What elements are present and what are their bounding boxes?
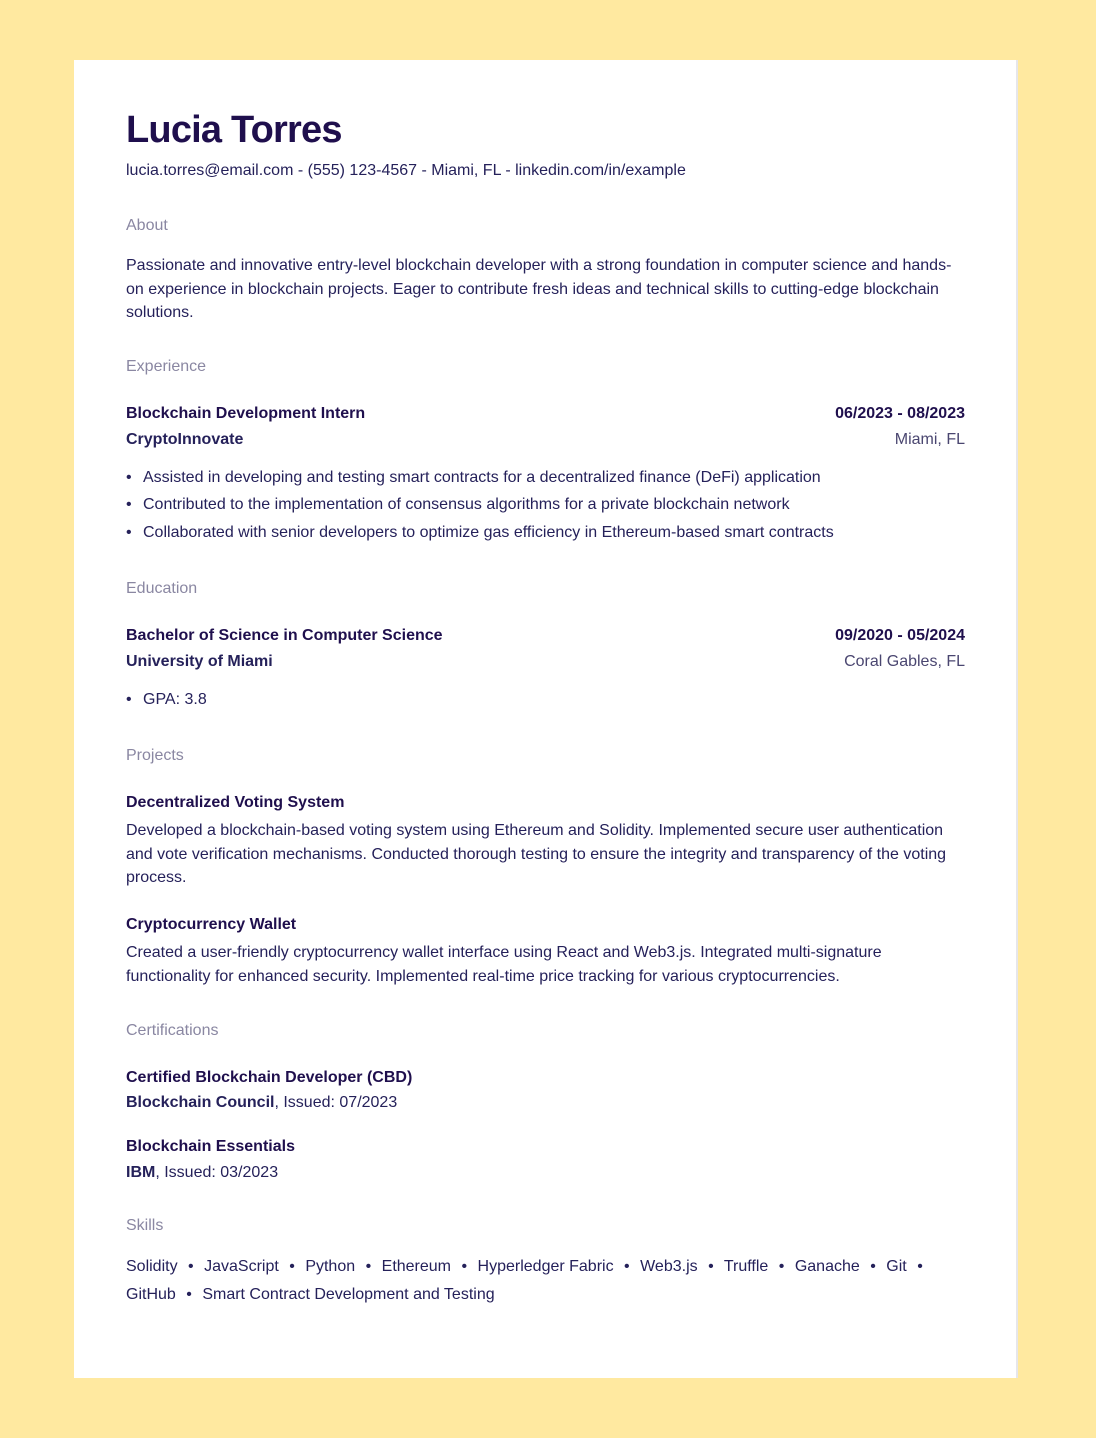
experience-dates: 06/2023 - 08/2023	[835, 405, 965, 422]
certification-name: Certified Blockchain Developer (CBD)	[126, 1069, 413, 1086]
skill-separator: •	[778, 1258, 785, 1275]
contact-line: lucia.torres@email.com - (555) 123-4567 - Miami, FL - linkedin.com/in/example	[126, 162, 686, 179]
certification-details: IBM, Issued: 03/2023	[126, 1164, 279, 1181]
project-description: Created a user-friendly cryptocurrency wallet interface using React and Web3.js. Integrated multi-signature functionality for enhanced security. Implemented real-time price tracking for various cryptocurrencies.	[126, 944, 882, 985]
education-header	[126, 626, 965, 646]
project-description: Developed a blockchain-based voting system using Ethereum and Solidity. Implemented secure user authentication and vote verification mechanisms. Conducted thorough testing to ensure the integrity and transparency of the voting process.	[126, 822, 947, 886]
skill-separator: •	[461, 1258, 468, 1275]
skill-item: JavaScript	[204, 1258, 279, 1275]
experience-subheader	[126, 430, 965, 450]
certification-name: Blockchain Essentials	[126, 1138, 295, 1155]
skill-item: Ganache	[794, 1258, 860, 1275]
education-subheader	[126, 652, 965, 672]
list-item: • Collaborated with senior developers to optimize gas efficiency in Ethereum-based smart contracts	[143, 519, 965, 546]
certification-issued: Issued: 03/2023	[164, 1164, 279, 1181]
section-title-education: Education	[126, 580, 198, 597]
skills-list	[126, 1253, 965, 1308]
skill-item: Hyperledger Fabric	[477, 1258, 614, 1275]
list-item: • Contributed to the implementation of consensus algorithms for a private blockchain network	[143, 491, 965, 518]
candidate-name: Lucia Torres	[126, 109, 342, 151]
skill-item: Web3.js	[640, 1258, 698, 1275]
section-title-experience: Experience	[126, 358, 207, 375]
experience-location: Miami, FL	[894, 431, 965, 448]
certification-issuer: IBM	[126, 1164, 156, 1181]
education-degree: Bachelor of Science in Computer Science	[126, 627, 443, 644]
skill-separator: •	[188, 1258, 194, 1275]
skill-item: Solidity	[126, 1258, 178, 1275]
skill-separator: •	[289, 1258, 295, 1275]
education-dates: 09/2020 - 05/2024	[835, 627, 965, 644]
certification-details: Blockchain Council, Issued: 07/2023	[126, 1094, 398, 1111]
section-title-about: About	[126, 217, 168, 234]
skill-separator: •	[624, 1258, 630, 1275]
education-location: Coral Gables, FL	[844, 653, 965, 670]
skill-separator: •	[917, 1258, 923, 1275]
resume-page	[74, 60, 1018, 1378]
list-item: • GPA: 3.8	[143, 686, 965, 713]
skill-item: GitHub	[126, 1285, 176, 1303]
skill-separator: •	[186, 1285, 192, 1303]
section-title-projects: Projects	[126, 747, 184, 764]
education-bullets	[126, 686, 965, 713]
project-title: Cryptocurrency Wallet	[126, 916, 297, 933]
section-title-certifications: Certifications	[126, 1022, 219, 1039]
skill-item: Git	[886, 1258, 907, 1275]
certification-issuer: Blockchain Council	[126, 1094, 275, 1111]
experience-bullets	[126, 464, 965, 546]
experience-role: Blockchain Development Intern	[126, 405, 366, 422]
section-title-skills: Skills	[126, 1217, 164, 1234]
about-text: Passionate and innovative entry-level blockchain developer with a strong foundation in computer science and hands-on experience in blockchain projects. Eager to contribute fresh ideas and technical skills to cutting-edge blockchain solutions.	[126, 257, 952, 321]
skill-separator: •	[365, 1258, 372, 1275]
skill-item: Truffle	[723, 1258, 769, 1275]
experience-header	[126, 404, 965, 424]
skill-item: Ethereum	[381, 1258, 452, 1275]
skill-separator: •	[870, 1258, 876, 1275]
skill-item: Python	[305, 1258, 356, 1275]
skill-separator: •	[708, 1258, 714, 1275]
experience-company: CryptoInnovate	[126, 431, 244, 448]
skill-item: Smart Contract Development and Testing	[202, 1285, 495, 1303]
education-school: University of Miami	[126, 653, 273, 670]
project-title: Decentralized Voting System	[126, 794, 345, 811]
certification-issued: Issued: 07/2023	[283, 1094, 398, 1111]
list-item: • Assisted in developing and testing smart contracts for a decentralized finance (DeFi) application	[143, 464, 965, 491]
